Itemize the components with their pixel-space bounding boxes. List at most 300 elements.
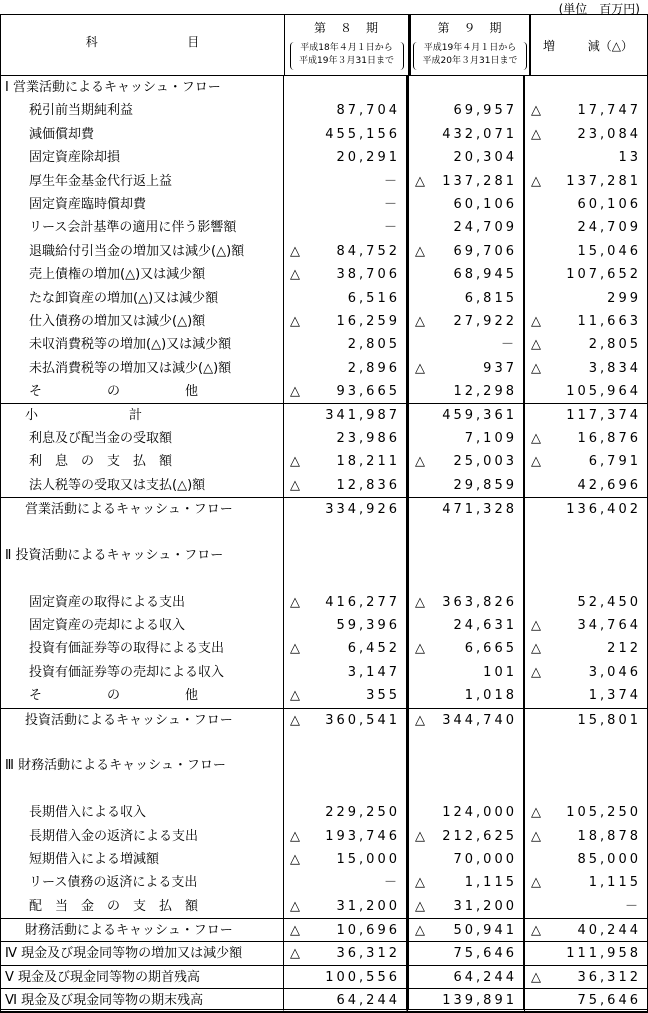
negative-mark: △	[290, 828, 300, 844]
value-cell-v9	[407, 146, 525, 169]
value-cell-vc	[525, 661, 647, 684]
negative-mark: △	[531, 337, 541, 353]
value-v8: 18,211	[336, 454, 400, 470]
value-cell-v8	[284, 661, 407, 684]
negative-mark: △	[531, 617, 541, 633]
value-v8: 416,277	[325, 594, 400, 610]
value-cell-v8	[284, 357, 407, 380]
negative-mark: △	[290, 477, 300, 493]
value-cell-vc	[525, 895, 647, 918]
value-cell-v9	[407, 450, 525, 473]
row-label: 退職給付引当金の増加又は減少(△)額	[1, 240, 284, 263]
header-change	[531, 15, 647, 75]
table-row	[1, 427, 647, 450]
value-v9: 1,018	[464, 688, 517, 704]
value-vc: 75,646	[577, 993, 641, 1009]
table-row	[1, 193, 647, 216]
table-row	[1, 778, 647, 801]
value-cell-v9	[407, 895, 525, 918]
value-v9: 6,815	[464, 290, 517, 306]
value-v8: 229,250	[325, 805, 400, 821]
row-label: そ の 他	[1, 684, 284, 707]
value-cell-vc	[525, 941, 647, 964]
value-cell-v8	[284, 474, 407, 497]
row-label: 配 当 金 の 支 払 額	[1, 895, 284, 918]
value-cell-vc	[525, 287, 647, 310]
period-9-range	[413, 42, 527, 70]
value-v9: 212,625	[442, 828, 517, 844]
row-label: たな卸資産の増加(△)又は減少額	[1, 287, 284, 310]
value-v9: 68,945	[453, 267, 517, 283]
header-period-9	[409, 15, 531, 75]
value-cell-v8	[284, 754, 407, 777]
value-vc: 15,046	[577, 243, 641, 259]
value-v8: 100,556	[325, 969, 400, 985]
value-v9: 64,244	[453, 969, 517, 985]
value-v9: 75,646	[453, 946, 517, 962]
row-label: Ⅵ 現金及び現金同等物の期末残高	[1, 988, 284, 1011]
negative-mark: △	[415, 454, 425, 470]
value-cell-vc	[525, 99, 647, 122]
value-cell-v8	[284, 895, 407, 918]
negative-mark: △	[415, 875, 425, 891]
table-row	[1, 450, 647, 473]
value-cell-v8	[284, 544, 407, 567]
value-v9: 471,328	[442, 502, 517, 518]
negative-mark: △	[415, 641, 425, 657]
value-v9: 60,106	[453, 196, 517, 212]
value-cell-v8	[284, 918, 407, 941]
value-cell-v9	[407, 287, 525, 310]
value-cell-vc	[525, 427, 647, 450]
value-v8: 87,704	[336, 103, 400, 119]
negative-mark: △	[290, 454, 300, 470]
value-vc: 137,281	[566, 173, 641, 189]
negative-mark: △	[531, 430, 541, 446]
value-cell-vc	[525, 333, 647, 356]
value-cell-vc	[525, 965, 647, 988]
value-v9: 70,000	[453, 851, 517, 867]
table-row	[1, 637, 647, 660]
value-cell-vc	[525, 263, 647, 286]
value-cell-v9	[407, 708, 525, 731]
value-vc: 16,876	[577, 430, 641, 446]
value-cell-v8	[284, 965, 407, 988]
value-cell-vc	[525, 567, 647, 590]
value-cell-v8	[284, 380, 407, 403]
negative-mark: △	[290, 384, 300, 400]
period-8-from: 平成18年４月１日から	[300, 43, 393, 53]
value-v9: 31,200	[453, 898, 517, 914]
period-9-to: 平成20年３月31日まで	[422, 56, 518, 66]
negative-mark: △	[531, 126, 541, 142]
value-cell-vc	[525, 871, 647, 894]
value-v8: －	[383, 875, 400, 891]
table-row	[1, 754, 647, 777]
period-8-range	[290, 42, 404, 70]
negative-mark: △	[415, 313, 425, 329]
value-vc: 107,652	[566, 267, 641, 283]
value-cell-v8	[284, 450, 407, 473]
value-cell-v9	[407, 520, 525, 543]
value-cell-v9	[407, 474, 525, 497]
value-vc: 105,250	[566, 805, 641, 821]
value-cell-vc	[525, 754, 647, 777]
table-row	[1, 848, 647, 871]
value-cell-vc	[525, 918, 647, 941]
table-row	[1, 474, 647, 497]
table-row	[1, 310, 647, 333]
table-row	[1, 99, 647, 122]
negative-mark: △	[290, 712, 300, 728]
value-cell-vc	[525, 497, 647, 520]
negative-mark: △	[415, 828, 425, 844]
value-cell-v8	[284, 333, 407, 356]
table-row	[1, 403, 647, 426]
row-label: 利 息 の 支 払 額	[1, 450, 284, 473]
row-label: 短期借入による増減額	[1, 848, 284, 871]
table-row	[1, 240, 647, 263]
value-vc: －	[624, 898, 641, 914]
negative-mark: △	[531, 664, 541, 680]
value-cell-vc	[525, 450, 647, 473]
value-cell-v9	[407, 637, 525, 660]
negative-mark: △	[531, 103, 541, 119]
table-row	[1, 76, 647, 99]
row-label: 未払消費税等の増加又は減少(△)額	[1, 357, 284, 380]
value-vc: 24,709	[577, 220, 641, 236]
row-label: 法人税等の受取又は支払(△)額	[1, 474, 284, 497]
negative-mark: △	[415, 898, 425, 914]
value-v8: 2,805	[347, 337, 400, 353]
table-row	[1, 895, 647, 918]
value-cell-v9	[407, 778, 525, 801]
table-body	[1, 76, 647, 1012]
value-v8: 23,986	[336, 430, 400, 446]
row-label: Ⅳ 現金及び現金同等物の増加又は減少額	[1, 941, 284, 964]
cash-flow-table	[0, 14, 648, 1013]
header-kamoku	[1, 15, 285, 75]
value-v8: 16,259	[336, 313, 400, 329]
negative-mark: △	[531, 828, 541, 844]
row-label: Ⅴ 現金及び現金同等物の期首残高	[1, 965, 284, 988]
value-v9: －	[500, 337, 517, 353]
value-cell-v8	[284, 240, 407, 263]
row-label	[1, 567, 284, 590]
row-label: 小 計	[1, 403, 284, 426]
table-row	[1, 544, 647, 567]
value-cell-vc	[525, 310, 647, 333]
table-row	[1, 333, 647, 356]
value-cell-v8	[284, 778, 407, 801]
row-label	[1, 731, 284, 754]
value-v8: 360,541	[325, 712, 400, 728]
table-row	[1, 941, 647, 964]
value-v9: 69,957	[453, 103, 517, 119]
value-cell-vc	[525, 146, 647, 169]
value-vc: 11,663	[577, 313, 641, 329]
row-label: Ⅰ 営業活動によるキャッシュ・フロー	[1, 76, 284, 99]
value-cell-vc	[525, 848, 647, 871]
value-v8: 59,396	[336, 617, 400, 633]
value-vc: 15,801	[577, 712, 641, 728]
value-cell-v9	[407, 825, 525, 848]
table-row	[1, 146, 647, 169]
value-cell-vc	[525, 403, 647, 426]
value-v8: 355	[366, 688, 400, 704]
value-v8: 6,452	[347, 641, 400, 657]
value-cell-vc	[525, 380, 647, 403]
table-row	[1, 357, 647, 380]
row-label: Ⅱ 投資活動によるキャッシュ・フロー	[1, 544, 284, 567]
value-vc: 85,000	[577, 851, 641, 867]
value-v9: 459,361	[442, 408, 517, 424]
negative-mark: △	[290, 267, 300, 283]
negative-mark: △	[531, 969, 541, 985]
table-row	[1, 591, 647, 614]
value-v8: 3,147	[347, 664, 400, 680]
table-row	[1, 263, 647, 286]
value-vc: 3,046	[588, 664, 641, 680]
value-v8: 38,706	[336, 267, 400, 283]
row-label: 未収消費税等の増加(△)又は減少額	[1, 333, 284, 356]
value-cell-v8	[284, 684, 407, 707]
value-cell-vc	[525, 637, 647, 660]
period-8-title: 第 ８ 期	[313, 21, 379, 35]
table-row	[1, 216, 647, 239]
value-cell-v8	[284, 988, 407, 1011]
value-v8: 193,746	[325, 828, 400, 844]
value-cell-vc	[525, 825, 647, 848]
value-cell-v9	[407, 357, 525, 380]
negative-mark: △	[415, 923, 425, 939]
value-v9: 24,631	[453, 617, 517, 633]
value-cell-v9	[407, 918, 525, 941]
value-cell-vc	[525, 520, 647, 543]
value-cell-v8	[284, 427, 407, 450]
value-cell-vc	[525, 474, 647, 497]
row-label: 固定資産の取得による支出	[1, 591, 284, 614]
value-cell-vc	[525, 193, 647, 216]
row-label: 投資有価証券等の取得による支出	[1, 637, 284, 660]
value-v9: 363,826	[442, 594, 517, 610]
value-v9: 124,000	[442, 805, 517, 821]
value-cell-v9	[407, 216, 525, 239]
value-cell-v9	[407, 427, 525, 450]
value-vc: 299	[607, 290, 641, 306]
negative-mark: △	[290, 923, 300, 939]
value-cell-v8	[284, 146, 407, 169]
value-v8: 334,926	[325, 502, 400, 518]
negative-mark: △	[290, 313, 300, 329]
row-label: 財務活動によるキャッシュ・フロー	[1, 918, 284, 941]
negative-mark: △	[290, 946, 300, 962]
value-vc: 2,805	[588, 337, 641, 353]
value-cell-vc	[525, 216, 647, 239]
value-cell-v8	[284, 403, 407, 426]
value-vc: 42,696	[577, 477, 641, 493]
row-label: 厚生年金基金代行返上益	[1, 170, 284, 193]
row-label: 固定資産の売却による収入	[1, 614, 284, 637]
value-v8: －	[383, 196, 400, 212]
value-v8: －	[383, 220, 400, 236]
table-row	[1, 661, 647, 684]
value-v9: 937	[483, 360, 517, 376]
value-v9: 50,941	[453, 923, 517, 939]
row-label: 減価償却費	[1, 123, 284, 146]
value-vc: 13	[618, 150, 641, 166]
value-cell-v9	[407, 754, 525, 777]
negative-mark: △	[531, 454, 541, 470]
value-cell-vc	[525, 76, 647, 99]
table-row	[1, 708, 647, 731]
value-cell-v9	[407, 193, 525, 216]
negative-mark: △	[290, 594, 300, 610]
value-v8: 64,244	[336, 993, 400, 1009]
value-v9: 1,115	[464, 875, 517, 891]
value-cell-v8	[284, 708, 407, 731]
table-row	[1, 170, 647, 193]
negative-mark: △	[531, 313, 541, 329]
value-v8: 6,516	[347, 290, 400, 306]
row-label: 投資有価証券等の売却による収入	[1, 661, 284, 684]
table-row	[1, 380, 647, 403]
value-cell-vc	[525, 778, 647, 801]
value-cell-v8	[284, 637, 407, 660]
table-row	[1, 731, 647, 754]
value-cell-v8	[284, 193, 407, 216]
value-cell-v9	[407, 380, 525, 403]
row-label	[1, 520, 284, 543]
value-cell-v9	[407, 76, 525, 99]
row-label: 利息及び配当金の受取額	[1, 427, 284, 450]
value-v9: 101	[483, 664, 517, 680]
value-cell-v8	[284, 497, 407, 520]
value-v8: 84,752	[336, 243, 400, 259]
negative-mark: △	[415, 173, 425, 189]
value-cell-vc	[525, 684, 647, 707]
value-v9: 25,003	[453, 454, 517, 470]
table-row	[1, 988, 647, 1011]
value-cell-v9	[407, 684, 525, 707]
negative-mark: △	[531, 173, 541, 189]
negative-mark: △	[531, 641, 541, 657]
value-cell-vc	[525, 801, 647, 824]
value-cell-vc	[525, 544, 647, 567]
value-cell-vc	[525, 357, 647, 380]
negative-mark: △	[415, 712, 425, 728]
period-8-to: 平成19年３月31日まで	[299, 56, 394, 66]
value-cell-v9	[407, 941, 525, 964]
value-vc: 136,402	[566, 502, 641, 518]
value-v9: 137,281	[442, 173, 517, 189]
row-label: そ の 他	[1, 380, 284, 403]
value-cell-v9	[407, 801, 525, 824]
row-label: 投資活動によるキャッシュ・フロー	[1, 708, 284, 731]
value-v9: 69,706	[453, 243, 517, 259]
value-cell-v9	[407, 123, 525, 146]
negative-mark: △	[531, 875, 541, 891]
value-cell-v9	[407, 871, 525, 894]
header-change-1: 増	[543, 39, 556, 53]
value-cell-v8	[284, 591, 407, 614]
value-v9: 139,891	[442, 993, 517, 1009]
value-cell-v9	[407, 988, 525, 1011]
value-vc: 3,834	[588, 360, 641, 376]
period-9-from: 平成19年４月１日から	[423, 43, 517, 53]
value-cell-v8	[284, 170, 407, 193]
value-vc: 6,791	[588, 454, 641, 470]
value-cell-vc	[525, 614, 647, 637]
negative-mark: △	[415, 360, 425, 376]
value-cell-v9	[407, 848, 525, 871]
table-row	[1, 123, 647, 146]
value-cell-v8	[284, 731, 407, 754]
value-v8: 93,665	[336, 384, 400, 400]
value-cell-v9	[407, 497, 525, 520]
value-cell-v8	[284, 941, 407, 964]
negative-mark: △	[531, 360, 541, 376]
value-cell-v8	[284, 99, 407, 122]
value-v9: 24,709	[453, 220, 517, 236]
unit-label: (単位 百万円)	[558, 2, 640, 16]
negative-mark: △	[290, 851, 300, 867]
value-vc: 212	[607, 641, 641, 657]
value-v8: 36,312	[336, 946, 400, 962]
value-cell-v8	[284, 848, 407, 871]
row-label: 固定資産除却損	[1, 146, 284, 169]
value-v9: 344,740	[442, 712, 517, 728]
value-vc: 1,374	[588, 688, 641, 704]
value-cell-vc	[525, 240, 647, 263]
row-label: 長期借入による収入	[1, 801, 284, 824]
value-v9: 7,109	[464, 430, 517, 446]
value-v9: 29,859	[453, 477, 517, 493]
value-cell-v9	[407, 567, 525, 590]
table-row	[1, 614, 647, 637]
table-row	[1, 520, 647, 543]
negative-mark: △	[290, 243, 300, 259]
value-cell-v9	[407, 731, 525, 754]
table-row	[1, 801, 647, 824]
value-cell-vc	[525, 988, 647, 1011]
value-vc: 23,084	[577, 126, 641, 142]
value-vc: 52,450	[577, 594, 641, 610]
value-vc: 36,312	[577, 969, 641, 985]
value-vc: 117,374	[566, 408, 641, 424]
value-vc: 18,878	[577, 828, 641, 844]
value-cell-v8	[284, 520, 407, 543]
value-vc: 1,115	[588, 875, 641, 891]
value-cell-v9	[407, 310, 525, 333]
table-header	[1, 15, 647, 76]
table-row	[1, 497, 647, 520]
table-row	[1, 965, 647, 988]
value-cell-v9	[407, 614, 525, 637]
value-v9: 432,071	[442, 126, 517, 142]
row-label: 売上債権の増加(△)又は減少額	[1, 263, 284, 286]
header-period-8	[285, 15, 409, 75]
value-cell-v8	[284, 801, 407, 824]
value-vc: 17,747	[577, 103, 641, 119]
negative-mark: △	[415, 243, 425, 259]
value-vc: 111,958	[566, 946, 641, 962]
value-v8: －	[383, 173, 400, 189]
value-cell-v9	[407, 591, 525, 614]
negative-mark: △	[415, 594, 425, 610]
negative-mark: △	[290, 641, 300, 657]
negative-mark: △	[290, 898, 300, 914]
